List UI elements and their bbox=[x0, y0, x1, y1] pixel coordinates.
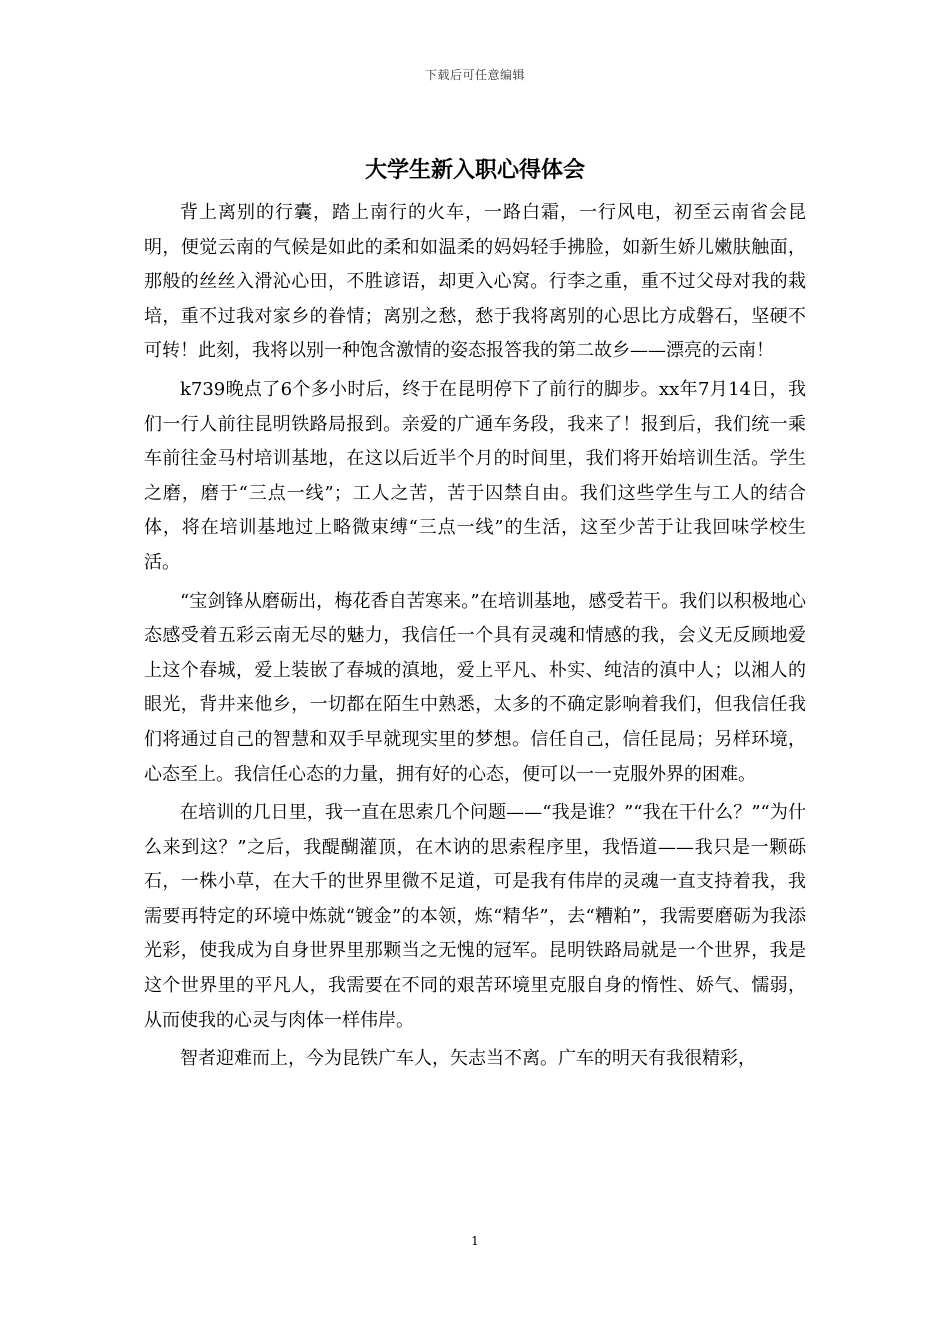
page-number: 1 bbox=[471, 1234, 479, 1248]
paragraph-5: 智者迎难而上，今为昆铁广车人，矢志当不离。广车的明天有我很精彩， bbox=[180, 1048, 756, 1070]
document-title: 大学生新入职心得体会 bbox=[364, 157, 585, 183]
paragraph-2: k739晚点了6个多小时后，终于在昆明停下了前行的脚步。xx年7月14日，我们一行人前往昆明铁路局报到。亲爱的广通车务段，我来了！报到后，我们统一乘车前往金马村培训基地，在这以后近半个月的时间里，我们将开始培训生活。学生之磨，磨于“三点一线”；工人之苦，苦于囚禁自由。我们这些学生与工人的结合体，将在培训基地过上略微束缚“三点一线”的生活，这至少苦于让我回味学校生活。 bbox=[144, 378, 806, 573]
paragraph-3: “宝剑锋从磨砺出，梅花香自苦寒来。”在培训基地，感受若干。我们以积极地心态感受着五彩云南无尽的魅力，我信任一个具有灵魂和情感的我，会义无反顾地爱上这个春城，爱上装嵌了春城的滇地，爱上平凡、朴实、纯洁的滇中人；以湘人的眼光，背井来他乡，一切都在陌生中熟悉，太多的不确定影响着我们，但我信任我们将通过自己的智慧和双手早就现实里的梦想。信任自己，信任昆局；另样环境，心态至上。我信任心态的力量，拥有好的心态，便可以一一克服外界的困难。 bbox=[144, 590, 806, 785]
document-body bbox=[144, 196, 806, 1081]
paragraph-1: 背上离别的行囊，踏上南行的火车，一路白霜，一行风电，初至云南省会昆明，便觉云南的气候是如此的柔和如温柔的妈妈轻手拂脸，如新生娇儿嫩肤触面，那般的丝丝入滑沁心田，不胜谚语，却更入心窝。行李之重，重不过父母对我的栽培，重不过我对家乡的眷情；离别之愁，愁于我将离别的心思比方成磐石，坚硬不可转！此刻，我将以别一种饱含激情的姿态报答我的第二故乡——漂亮的云南！ bbox=[144, 202, 806, 362]
paragraph-4: 在培训的几日里，我一直在思索几个问题——“我是谁？”“我在干什么？”“为什么来到这？”之后，我醍醐灌顶，在木讷的思索程序里，我悟道——我只是一颗砾石，一株小草，在大千的世界里微不足道，可是我有伟岸的灵魂一直支持着我，我需要再特定的环境中炼就“镀金”的本领，炼“精华”，去“糟粕”，我需要磨砺为我添光彩，使我成为自身世界里那颗当之无愧的冠军。昆明铁路局就是一个世界，我是这个世界里的平凡人，我需要在不同的艰苦环境里克服自身的惰性、娇气、懦弱，从而使我的心灵与肉体一样伟岸。 bbox=[144, 802, 806, 1031]
header-note: 下载后可任意编辑 bbox=[424, 68, 525, 82]
